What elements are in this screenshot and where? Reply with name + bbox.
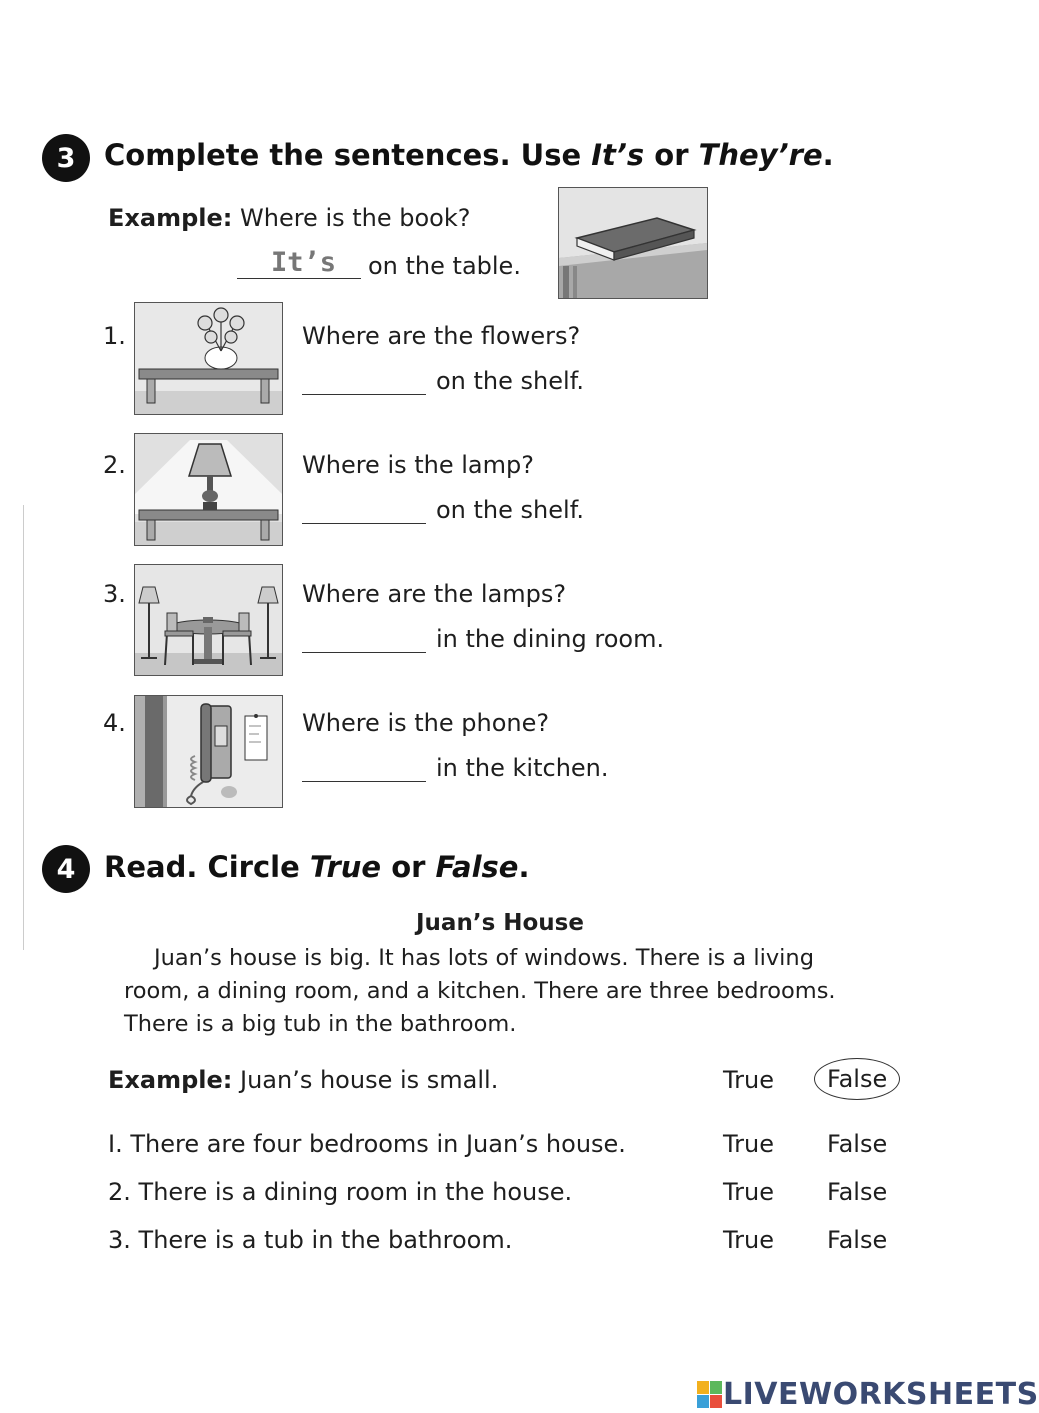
book-on-table-image — [558, 187, 708, 299]
section-3-title — [104, 138, 834, 172]
tf-example-false-circled — [814, 1058, 900, 1100]
section-3-title-theyre: They’re — [698, 138, 823, 172]
item-3-number: 3. — [103, 580, 126, 608]
liveworksheets-logo-icon — [697, 1381, 723, 1409]
item-3-blank[interactable] — [302, 622, 426, 653]
section-3-title-or: or — [644, 138, 699, 172]
item-1-rest: on the shelf. — [436, 367, 585, 395]
tf-2-false-option[interactable]: False — [827, 1178, 888, 1206]
tf-3-false-option[interactable]: False — [827, 1226, 888, 1254]
tf-example-label: Example: — [108, 1066, 233, 1094]
tf-3-true-option[interactable]: True — [723, 1226, 774, 1254]
section-4-title — [104, 850, 529, 884]
story-text — [124, 942, 884, 1041]
story-line-1: Juan’s house is big. It has lots of windows. There is a living — [154, 945, 814, 971]
tf-statement-2: 2. There is a dining room in the house. — [108, 1178, 573, 1206]
tf-1-true-option[interactable]: True — [723, 1130, 774, 1158]
item-2-blank[interactable] — [302, 493, 426, 524]
item-4-rest: in the kitchen. — [436, 754, 609, 782]
section-3-number: 3 — [56, 142, 76, 174]
item-3-rest: in the dining room. — [436, 625, 665, 653]
section-4-title-or: or — [381, 850, 436, 884]
item-2-number: 2. — [103, 451, 126, 479]
tf-statement-3: 3. There is a tub in the bathroom. — [108, 1226, 513, 1254]
item-4-blank[interactable] — [302, 751, 426, 782]
phone-on-kitchen-wall-image — [134, 695, 283, 808]
item-2-answer-line — [302, 493, 584, 524]
liveworksheets-logo-text: LIVEWORKSHEETS — [723, 1377, 1039, 1412]
liveworksheets-logo — [697, 1377, 1039, 1412]
section-4-title-end: . — [518, 850, 530, 884]
item-1-number: 1. — [103, 322, 126, 350]
section-3-title-its: It’s — [591, 138, 645, 172]
section-3-example-question — [108, 204, 471, 232]
item-2-rest: on the shelf. — [436, 496, 585, 524]
example-rest-text: on the table. — [368, 252, 521, 280]
example-answer: It’s — [271, 247, 337, 278]
section-4-title-false: False — [435, 850, 519, 884]
item-2-question: Where is the lamp? — [302, 451, 534, 479]
lamp-on-shelf-image — [134, 433, 283, 546]
section-4-number: 4 — [56, 853, 76, 885]
section-3-title-text: Complete the sentences. Use — [104, 138, 592, 172]
section-4-number-badge — [42, 845, 90, 893]
section-4-title-text: Read. Circle — [104, 850, 310, 884]
item-3-answer-line — [302, 622, 664, 653]
item-3-question: Where are the lamps? — [302, 580, 567, 608]
section-4-title-true: True — [309, 850, 382, 884]
tf-example-false: False — [814, 1058, 900, 1100]
story-line-2: room, a dining room, and a kitchen. There are three bedrooms. — [124, 978, 836, 1004]
margin-line — [23, 505, 24, 950]
item-4-answer-line — [302, 751, 609, 782]
story-title: Juan’s House — [416, 910, 584, 936]
example-answer-blank — [237, 246, 361, 279]
example-question-text: Where is the book? — [240, 204, 471, 232]
item-1-blank[interactable] — [302, 364, 426, 395]
flowers-on-shelf-image — [134, 302, 283, 415]
example-label: Example: — [108, 204, 233, 232]
lamps-in-dining-room-image — [134, 564, 283, 676]
item-4-number: 4. — [103, 709, 126, 737]
tf-example-true: True — [723, 1066, 774, 1094]
tf-1-false-option[interactable]: False — [827, 1130, 888, 1158]
section-3-number-badge — [42, 134, 90, 182]
tf-example-statement — [108, 1066, 498, 1094]
tf-statement-1: I. There are four bedrooms in Juan’s house. — [108, 1130, 626, 1158]
tf-example-text: Juan’s house is small. — [240, 1066, 499, 1094]
item-4-question: Where is the phone? — [302, 709, 550, 737]
item-1-question: Where are the flowers? — [302, 322, 581, 350]
tf-2-true-option[interactable]: True — [723, 1178, 774, 1206]
section-3-title-end: . — [822, 138, 834, 172]
item-1-answer-line — [302, 364, 584, 395]
story-line-3: There is a big tub in the bathroom. — [124, 1011, 517, 1037]
